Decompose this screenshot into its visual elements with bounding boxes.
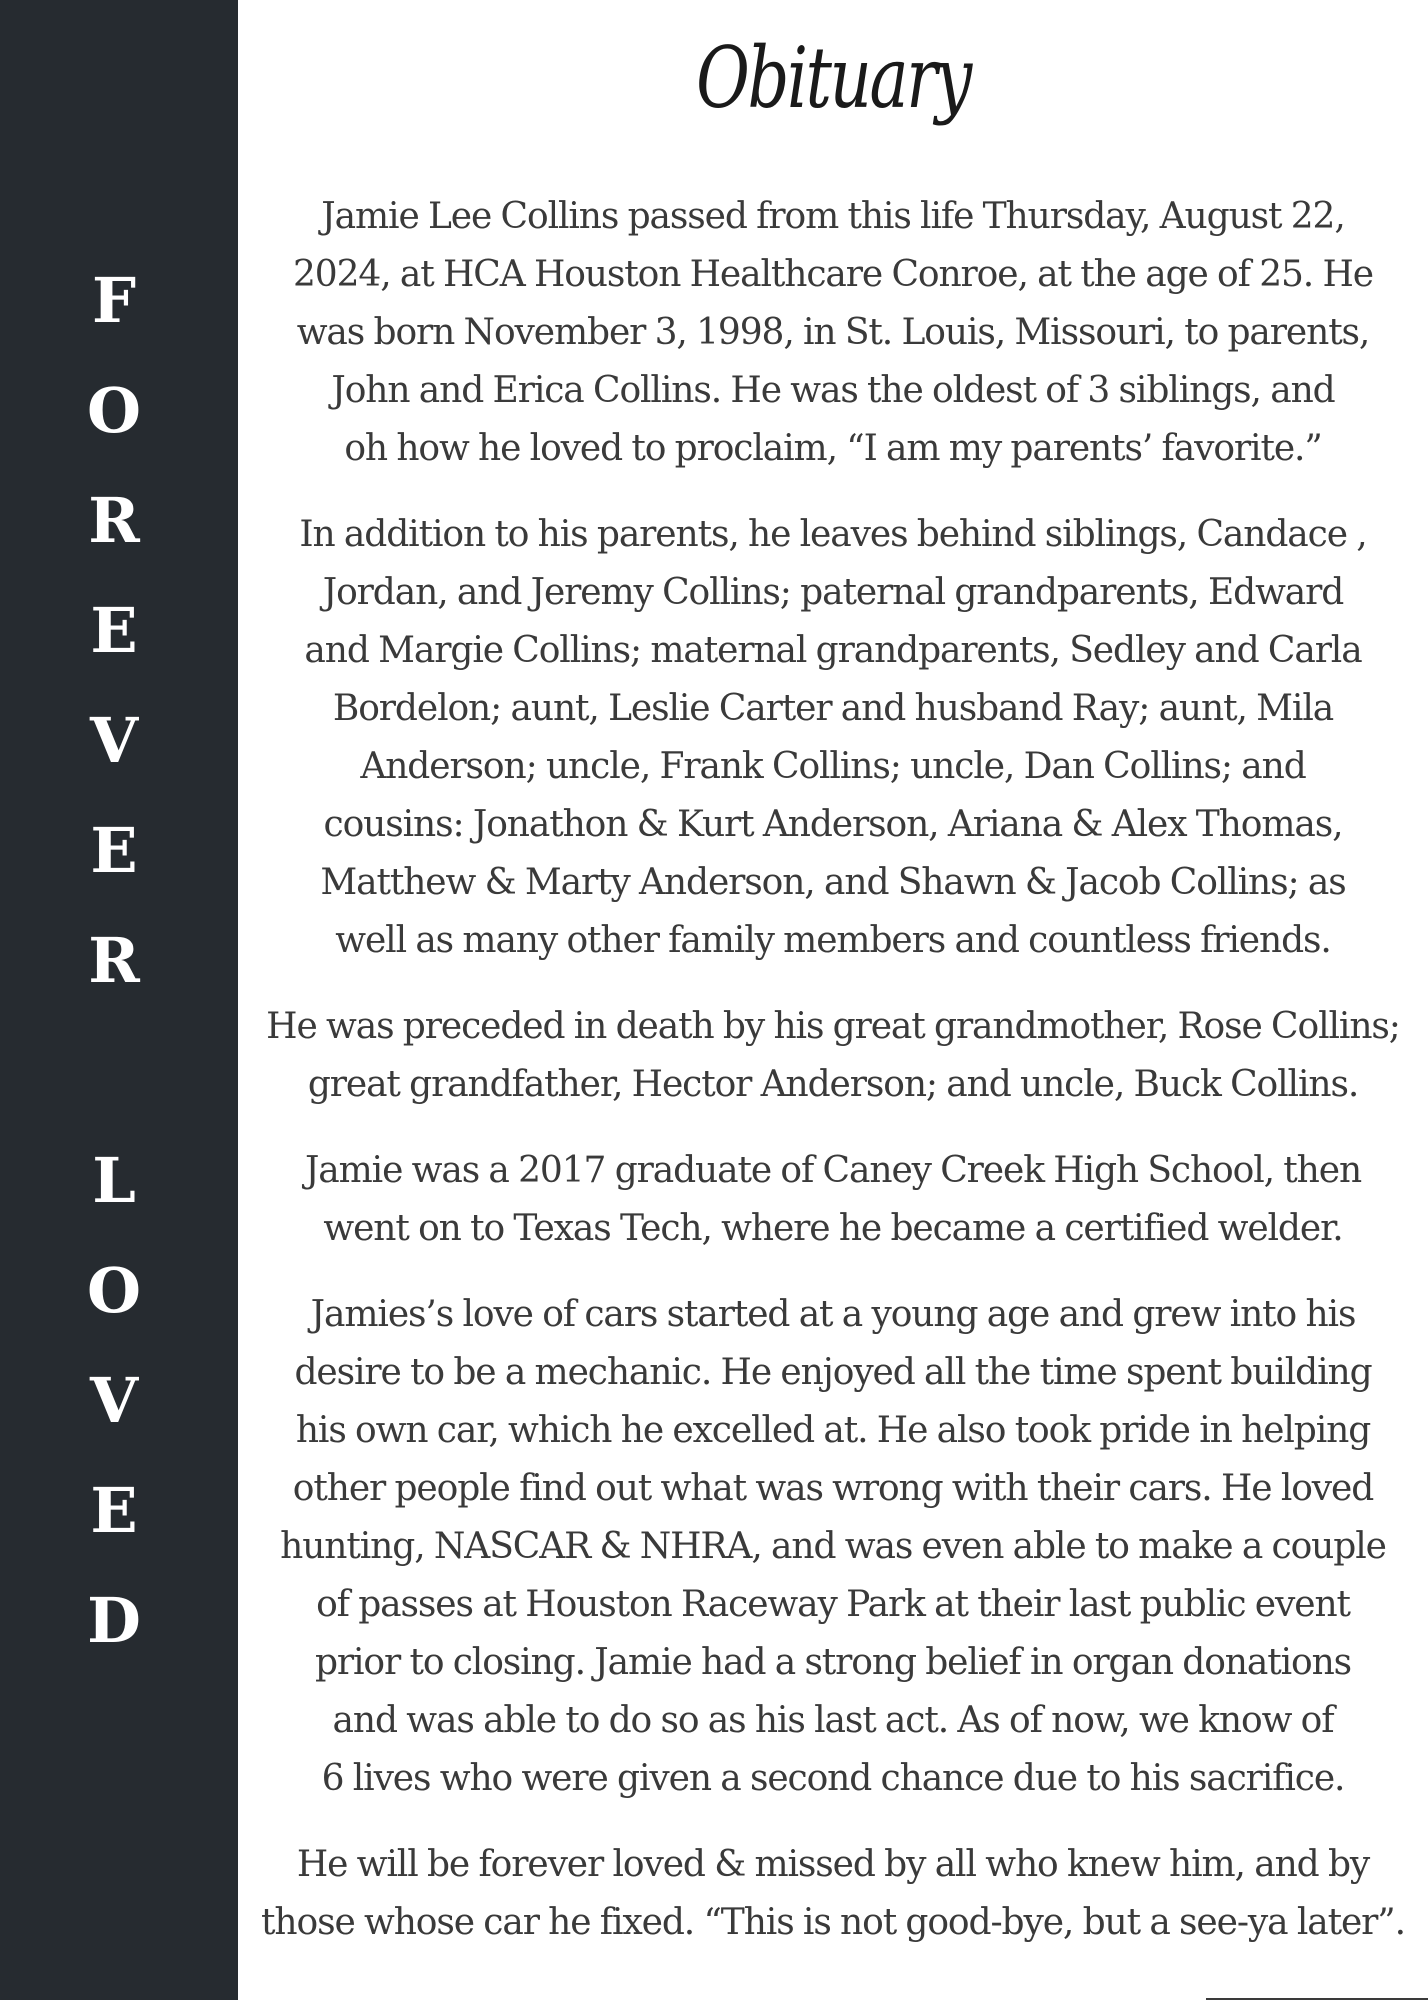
sidebar-letter: E	[90, 594, 138, 667]
text-line: desire to be a mechanic. He enjoyed all the time spent building	[294, 1352, 1372, 1393]
sidebar-letter: E	[90, 814, 138, 887]
text-line: Jamies’s love of cars started at a young age and grew into his	[310, 1294, 1356, 1335]
text-line: his own car, which he excelled at. He also took pride in helping	[295, 1410, 1371, 1451]
text-line: Jamie Lee Collins passed from this life Thursday, August 22,	[321, 196, 1345, 237]
text-line: Jordan, and Jeremy Collins; paternal grandparents, Edward	[322, 572, 1344, 613]
obituary-body	[244, 188, 1422, 1980]
text-line: cousins: Jonathon & Kurt Anderson, Ariana & Alex Thomas,	[323, 804, 1343, 845]
sidebar-letter: O	[86, 374, 141, 447]
sidebar-letter: E	[90, 1474, 138, 1547]
text-line: and was able to do so as his last act. As of now, we know of	[332, 1700, 1334, 1741]
text-line: oh how he loved to proclaim, “I am my parents’ favorite.”	[344, 428, 1322, 469]
sidebar-letter: O	[86, 1254, 141, 1327]
sidebar-letter: F	[91, 264, 137, 337]
sidebar-letter: V	[89, 1364, 139, 1437]
sidebar-letter: L	[92, 1144, 136, 1217]
sidebar-letter: D	[87, 1584, 141, 1657]
text-line: He will be forever loved & missed by all who knew him, and by	[296, 1844, 1370, 1885]
text-line: well as many other family members and countless friends.	[335, 920, 1331, 961]
text-line: those whose car he fixed. “This is not good-bye, but a see-ya later”.	[261, 1902, 1405, 1943]
text-line: John and Erica Collins. He was the oldest of 3 siblings, and	[331, 370, 1335, 411]
text-line: Bordelon; aunt, Leslie Carter and husband Ray; aunt, Mila	[332, 688, 1334, 729]
sidebar-letter: R	[88, 484, 140, 557]
page-title: Obituary	[696, 29, 970, 127]
text-line: 6 lives who were given a second chance due to his sacrifice.	[321, 1758, 1345, 1799]
paragraph-interests	[244, 1286, 1422, 1808]
text-line: prior to closing. Jamie had a strong belief in organ donations	[314, 1642, 1352, 1683]
sidebar-banner	[0, 0, 238, 2000]
text-line: In addition to his parents, he leaves behind siblings, Candace ,	[299, 514, 1367, 555]
text-line: hunting, NASCAR & NHRA, and was even able to make a couple	[280, 1526, 1386, 1567]
sidebar-letter: V	[89, 704, 139, 777]
text-line: and Margie Collins; maternal grandparents, Sedley and Carla	[304, 630, 1362, 671]
text-line: other people find out what was wrong with their cars. He loved	[292, 1468, 1374, 1509]
text-line: of passes at Houston Raceway Park at their last public event	[316, 1584, 1350, 1625]
sidebar-letter: R	[88, 924, 140, 997]
paragraph-education	[244, 1142, 1422, 1258]
text-line: Anderson; uncle, Frank Collins; uncle, Dan Collins; and	[360, 746, 1306, 787]
paragraph-birth	[244, 188, 1422, 478]
text-line: went on to Texas Tech, where he became a certified welder.	[323, 1208, 1343, 1249]
text-line: Jamie was a 2017 graduate of Caney Creek High School, then	[304, 1150, 1362, 1191]
text-line: Matthew & Marty Anderson, and Shawn & Jacob Collins; as	[320, 862, 1346, 903]
paragraph-closing	[244, 1836, 1422, 1952]
text-line: was born November 3, 1998, in St. Louis, Missouri, to parents,	[296, 312, 1370, 353]
paragraph-preceded	[244, 998, 1422, 1114]
text-line: 2024, at HCA Houston Healthcare Conroe, at the age of 25. He	[292, 254, 1373, 295]
text-line: great grandfather, Hector Anderson; and uncle, Buck Collins.	[307, 1064, 1359, 1105]
paragraph-survivors	[244, 506, 1422, 970]
text-line: He was preceded in death by his great grandmother, Rose Collins;	[266, 1006, 1400, 1047]
